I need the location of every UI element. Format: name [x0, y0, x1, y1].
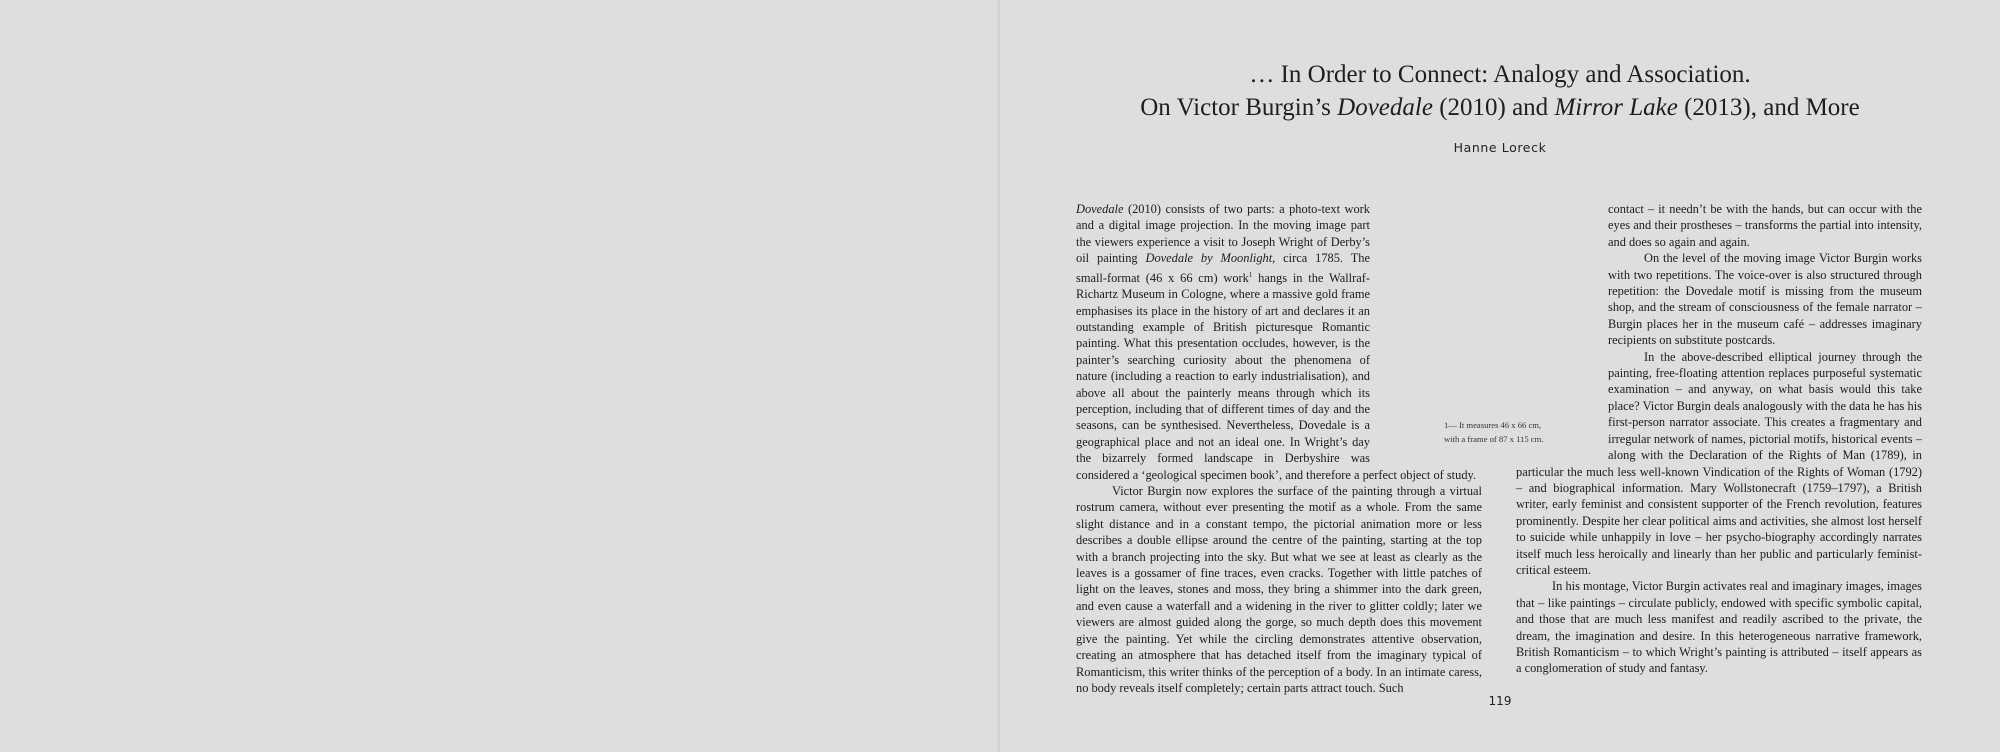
sidenote-line-2: with a frame of 87 x 115 cm.	[1444, 434, 1544, 444]
sidenote-line-1: 1— It measures 46 x 66 cm,	[1444, 420, 1542, 430]
title-block	[1000, 58, 2000, 155]
text-column-left	[1076, 201, 1482, 696]
left-page-blank	[0, 0, 998, 752]
title-line-2	[1000, 91, 2000, 124]
footnote-ref-1: 1	[1248, 270, 1253, 279]
paragraph-right-1: contact – it needn’t be with the hands, but can occur with the eyes and their prostheses – transforms the partial into intensity, and does so again and again.	[1608, 202, 1922, 249]
sidenote-space-right	[1516, 398, 1608, 458]
title-line-2-mid: (2010) and	[1432, 94, 1555, 121]
paragraph-right-2: On the level of the moving image Victor Burgin works with two repetitions. The voice-over is also structured through repetition: the Dovedale motif is missing from the museum shop, and the stream of consciousness of the female narrator – Burgin places her in the museum café – addresses imaginary recipients on substitute postcards.	[1608, 251, 1922, 348]
paragraph-right-3: In the above-described elliptical journey through the painting, free-floating attention replaces purposeful systematic examination – and anyway, on what basis would this take place? Victor Burgin deals analogously with the data he has his first-person narrator associate. This creates a fragmentary and irregular network of names, pictorial motifs, historical events – along with the Declaration of the Rights of Man (1789), in particular the much less well-known Vindication of the Rights of Woman (1792) – and biographical information. Mary Wollstonecraft (1759–1797), a British writer, early feminist and consistent supporter of the French revolution, features prominently. Despite her clear political aims and activities, she almost lost herself to suicide while unhappily in love – her psycho-biography accordingly narrates itself much less heroically and linearly than her public and particularly feminist-critical esteem.	[1516, 349, 1922, 577]
title-work-mirror-lake: Mirror Lake	[1554, 94, 1678, 121]
author-name: Hanne Loreck	[1453, 140, 1547, 155]
title-line-2-suffix: (2013), and More	[1677, 94, 1860, 121]
text-column-right	[1516, 201, 1922, 677]
title-work-dovedale: Dovedale	[1337, 94, 1433, 121]
paragraph-right-4: In his montage, Victor Burgin activates real and imaginary images, images that – like paintings – circulate publicly, endowed with specific symbolic capital, and those that are much less manifest and readily ascribed to the private, the dream, the imagination and desire. In this heterogeneous narrative framework, British Romanticism – to which Wright’s painting is attributed – itself appears as a conglomeration of study and fantasy.	[1516, 579, 1922, 676]
paragraph-left-1-part-a: (2010) consists of two parts: a photo-text work and a digital image projection. In the moving image part the viewers experience a visit to Joseph Wright of Derby’s oil painting	[1076, 202, 1370, 266]
paragraph-left-1-part-c: hangs in the Wallraf-Richartz Museum in Cologne, where a massive gold frame emphasises its place in the history of art and declares it an outstanding example of British picturesque Romantic painting. What this presentation occludes, however, is the painter’s searching curiosity about the phenomena of nature (including a reaction to early industrialisation), and above all about the painterly means through which its perception, including that of different times of day and the seasons, can be synthesised. Nevertheless, Dovedale is a geographical place and not an ideal one. In Wright’s day the bizarrely formed landscape in Derbyshire was considered a ‘geological specimen book’, and therefore a perfect object of study.	[1076, 270, 1477, 482]
title-line-1: … In Order to Connect: Analogy and Association.	[1249, 61, 1751, 88]
paragraph-left-1-part-b: , circa 1785. The small-format (46 x 66 cm) work	[1076, 251, 1370, 285]
work-title-dovedale-by-moonlight: Dovedale by Moonlight	[1145, 251, 1273, 266]
right-page	[1000, 0, 2000, 752]
page-number: 119	[1488, 694, 1512, 708]
work-title-dovedale: Dovedale	[1076, 202, 1124, 216]
paragraph-left-2: Victor Burgin now explores the surface of the painting through a virtual rostrum camera, without ever presenting the motif as a whole. From the same slight distance and in a constant tempo, the pictorial animation more or less describes a double ellipse around the centre of the painting, starting at the top with a branch projecting into the sky. But what we see at least as clearly as the leaves is a gossamer of fine traces, even cracks. Together with little patches of light on the leaves, stones and moss, they bring a shimmer into the dark green, and even cause a waterfall and a widening in the river to glitter coldly; later we viewers are almost guided along the gorge, so much depth does this movement give the painting. Yet while the circling demonstrates attentive observation, creating an atmosphere that has detached itself from the imaginary typical of Romanticism, this writer thinks of the perception of a body. In an intimate caress, no body reveals itself completely; certain parts attract touch. Such	[1076, 484, 1482, 695]
title-line-2-prefix: On Victor Burgin’s	[1140, 94, 1338, 121]
